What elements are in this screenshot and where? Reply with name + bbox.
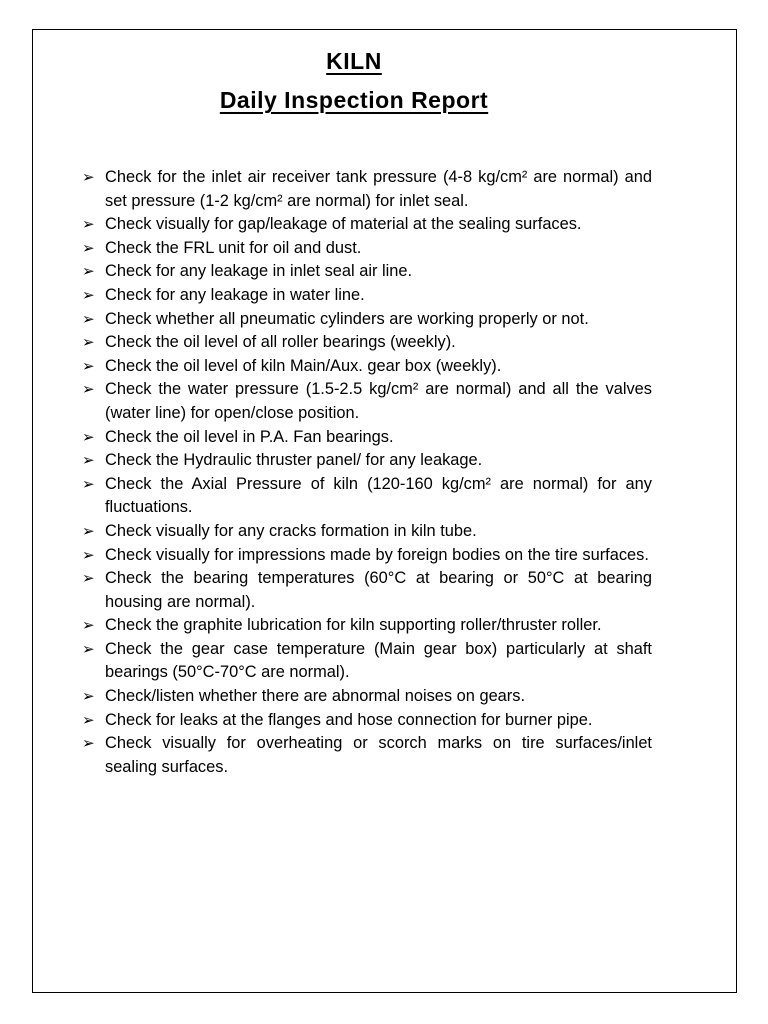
checklist-item-text: Check visually for gap/leakage of material at the sealing surfaces. <box>105 215 582 234</box>
checklist-item-text: Check whether all pneumatic cylinders are working properly or not. <box>105 309 589 328</box>
arrowhead-bullet-icon: ➢ <box>82 474 95 493</box>
arrowhead-bullet-icon: ➢ <box>82 285 95 304</box>
checklist-item-text: Check for the inlet air receiver tank pressure (4-8 kg/cm² are normal) and set pressure (1-2 kg/cm² are normal) for inlet seal. <box>105 168 652 210</box>
checklist-item <box>82 237 652 261</box>
arrowhead-bullet-icon: ➢ <box>82 380 95 399</box>
checklist-item-text: Check visually for overheating or scorch marks on tire surfaces/inlet sealing surfaces. <box>105 734 652 776</box>
checklist-item-text: Check the Axial Pressure of kiln (120-160 kg/cm² are normal) for any fluctuations. <box>105 474 652 517</box>
arrowhead-bullet-icon: ➢ <box>82 569 95 588</box>
checklist-item <box>82 732 652 779</box>
checklist-item-text: Check the FRL unit for oil and dust. <box>105 238 362 257</box>
checklist-item <box>82 213 652 237</box>
checklist-item-text: Check visually for impressions made by foreign bodies on the tire surfaces. <box>105 545 649 564</box>
arrowhead-bullet-icon: ➢ <box>82 451 95 470</box>
checklist-item-text: Check the graphite lubrication for kiln supporting roller/thruster roller. <box>105 616 602 635</box>
arrowhead-bullet-icon: ➢ <box>82 687 95 706</box>
checklist-item <box>82 638 652 685</box>
checklist-item <box>82 544 652 568</box>
arrowhead-bullet-icon: ➢ <box>82 639 95 658</box>
arrowhead-bullet-icon: ➢ <box>82 427 95 446</box>
checklist-item <box>82 355 652 379</box>
checklist-item <box>82 520 652 544</box>
document-subtitle <box>0 87 738 114</box>
checklist-item-text: Check for any leakage in inlet seal air line. <box>105 262 413 281</box>
checklist-item <box>82 685 652 709</box>
arrowhead-bullet-icon: ➢ <box>82 262 95 281</box>
arrowhead-bullet-icon: ➢ <box>82 215 95 234</box>
checklist-item <box>82 614 652 638</box>
checklist-item <box>82 378 652 425</box>
document-title <box>0 48 738 75</box>
arrowhead-bullet-icon: ➢ <box>82 238 95 257</box>
checklist-item-text: Check the oil level in P.A. Fan bearings. <box>105 427 394 446</box>
checklist-item-text: Check the bearing temperatures (60°C at bearing or 50°C at bearing housing are normal). <box>105 569 652 611</box>
checklist-item-text: Check the gear case temperature (Main gear box) particularly at shaft bearings (50°C-70°C are normal). <box>105 639 652 682</box>
checklist-item-text: Check/listen whether there are abnormal noises on gears. <box>105 687 526 706</box>
arrowhead-bullet-icon: ➢ <box>82 616 95 635</box>
checklist-item <box>82 449 652 473</box>
arrowhead-bullet-icon: ➢ <box>82 356 95 375</box>
checklist-item-text: Check visually for any cracks formation in kiln tube. <box>105 521 477 540</box>
checklist-item <box>82 426 652 450</box>
arrowhead-bullet-icon: ➢ <box>82 545 95 564</box>
document-title-text: KILN <box>326 48 382 74</box>
arrowhead-bullet-icon: ➢ <box>82 521 95 540</box>
checklist-item-text: Check for any leakage in water line. <box>105 285 365 304</box>
arrowhead-bullet-icon: ➢ <box>82 734 95 753</box>
document-subtitle-text: Daily Inspection Report <box>219 87 489 113</box>
checklist-item-text: Check for leaks at the flanges and hose connection for burner pipe. <box>105 710 593 729</box>
checklist-item <box>82 567 652 614</box>
checklist-item <box>82 308 652 332</box>
arrowhead-bullet-icon: ➢ <box>82 333 95 352</box>
checklist-item-text: Check the water pressure (1.5-2.5 kg/cm² are normal) and all the valves (water line) for open/close position. <box>105 380 652 422</box>
checklist-item <box>82 709 652 733</box>
checklist-item-text: Check the oil level of all roller bearings (weekly). <box>105 333 456 352</box>
checklist-item <box>82 284 652 308</box>
arrowhead-bullet-icon: ➢ <box>82 168 95 186</box>
checklist-item <box>82 473 652 520</box>
arrowhead-bullet-icon: ➢ <box>82 309 95 328</box>
checklist-item-text: Check the oil level of kiln Main/Aux. gear box (weekly). <box>105 356 502 375</box>
checklist-item <box>82 166 652 213</box>
arrowhead-bullet-icon: ➢ <box>82 710 95 729</box>
checklist-item <box>82 331 652 355</box>
checklist-item <box>82 260 652 284</box>
inspection-checklist <box>82 166 652 779</box>
checklist-item-text: Check the Hydraulic thruster panel/ for any leakage. <box>105 451 483 470</box>
